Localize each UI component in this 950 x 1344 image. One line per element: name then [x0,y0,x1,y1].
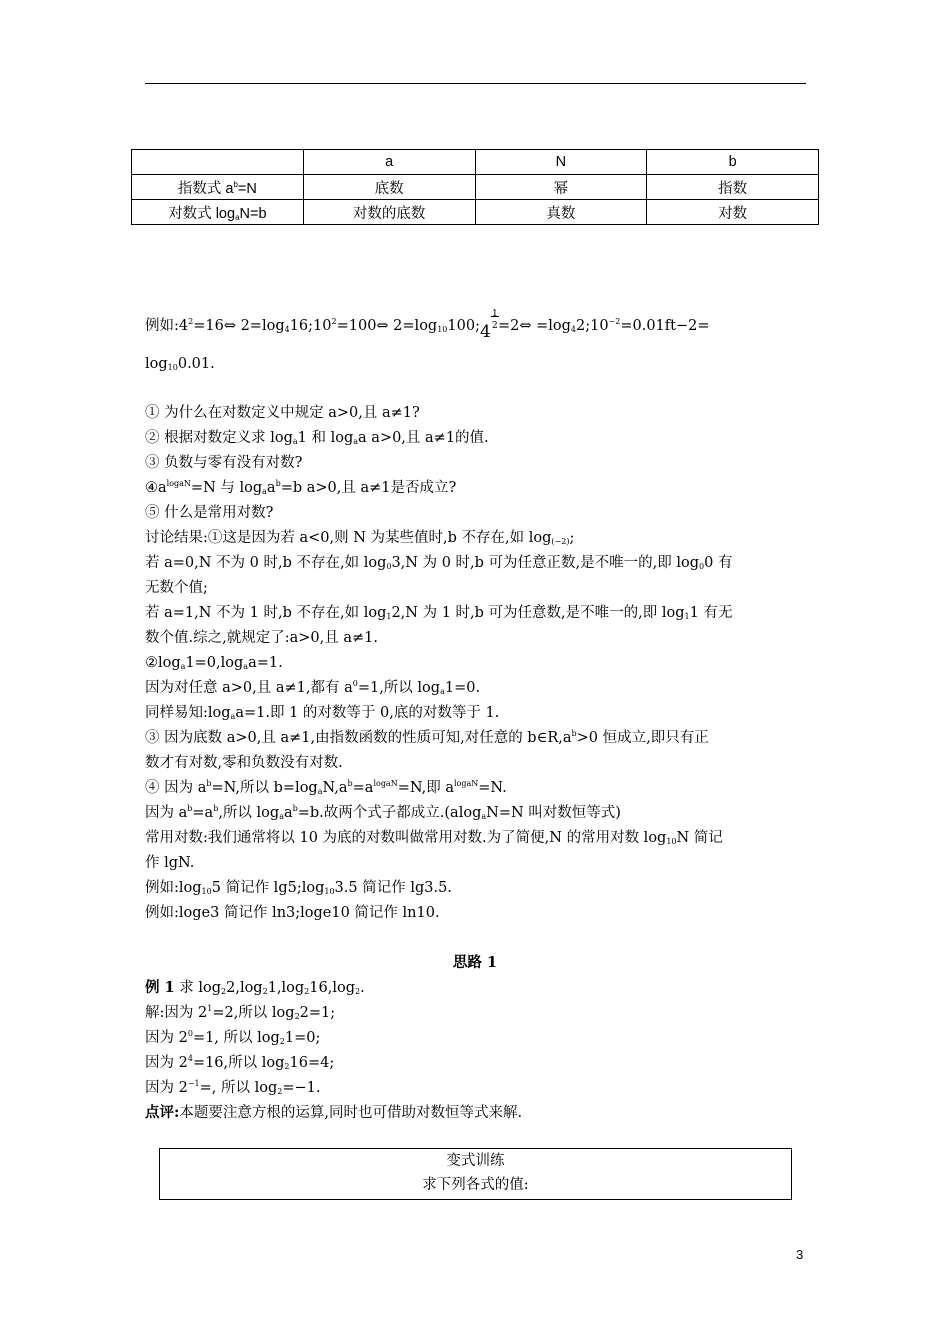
table-header-cell [132,150,304,175]
solution-line: 因为 $2^{-1}=$, 所以 $\log_2=-1$. [145,1079,321,1096]
table-cell: 底数 [303,175,475,200]
example-1-statement: 例 1 求 $\log_22,\log_21,\log_216,\log_2$. [145,979,365,996]
table-header-cell: a [303,150,475,175]
discussion-line: 无数个值; [145,580,208,596]
log-definition-table [131,149,819,225]
example-line-2: $\log_{10}0.01$. [145,356,215,372]
discussion-line: 例如$:\log_{10}5$ 简记作 $\lg 5;\log_{10}3.5$ 简记作 lg3.5. [145,880,452,896]
discussion-line: 若 a=1,N 不为 1 时,b 不存在,如 $\log_12,N$ 为 1 时,b 可为任意数,是不唯一的,即 $\log_11$ 有无 [145,605,733,621]
discussion-line: 数个值.综之,就规定了:a>0,且 a≠1. [145,630,378,646]
solution-line: 因为 $2^0=1$, 所以 $\log_21=0$; [145,1029,321,1046]
solution-line: 解:因为 $2^1=2$,所以 $\log_22=1$; [145,1004,336,1021]
table-row-label: 指数式 $a^b=N$ [132,175,304,200]
table-cell: 对数的底数 [303,200,475,225]
question-4: $④a^{logaN}=N$ 与 $\log_aa^b=b$ a>0,且 a≠1是否成立? [145,479,457,496]
question-3: ③ 负数与零有没有对数? [145,455,303,471]
question-1: ① 为什么在对数定义中规定 a>0,且 a≠1? [145,405,420,421]
table-header-cell: N [475,150,647,175]
question-5: ⑤ 什么是常用对数? [145,505,274,521]
table-row [132,200,819,225]
discussion-line: 因为 $a^b=a^b$,所以 $\log_aa^b=b$.故两个式子都成立.(alog$_a$N=N 叫对数恒等式) [145,804,621,821]
table-cell: 指数 [647,175,819,200]
box-text: 求下列各式的值: [422,1177,529,1193]
discussion-line: 同样易知$:\log_aa=1$.即 1 的对数等于 0,底的对数等于 1. [145,705,500,721]
question-2: ② 根据对数定义求 $\log_a1$ 和 $\log_aa$ a>0,且 a≠1的值. [145,430,489,446]
section-heading: 思路 1 [452,954,498,971]
discussion-line: 数才有对数,零和负数没有对数. [145,755,343,771]
page-number: 3 [796,1247,804,1262]
table-row [132,175,819,200]
discussion-line: 若 a=0,N 不为 0 时,b 不存在,如 $\log_03,N$ 为 0 时,b 可为任意正数,是不唯一的,即 $\log_00$ 有 [145,555,733,571]
table-header-cell: b [647,150,819,175]
variant-training-box [159,1148,792,1200]
box-title: 变式训练 [446,1153,505,1169]
table-cell: 对数 [647,200,819,225]
table-header-row [132,150,819,175]
discussion-line: ④ 因为 $a^b=N$,所以 $b=\log_aN,a^b=a^{logaN}=N$,即 $a^{logaN}=N$. [145,779,507,796]
example-line-1: 例如$:4^2=16\Leftrightarrow$ $2=\log_416;10^2=100\Leftrightarrow$ $2=\log_{10}100$; 4 1 2 =2⇔ $=\log_42;10^{-2}=0.01ft-2=$ [145,309,710,342]
discussion-line: ③ 因为底数 a>0,且 a≠1,由指数函数的性质可知,对任意的 $b\in R,a^b>0$ 恒成立,即只有正 [145,729,709,746]
solution-line: 因为 $2^4=16$,所以 $\log_216=4$; [145,1054,335,1071]
discussion-line: 作 lgN. [145,855,195,871]
table-row-label: 对数式 $\log_aN=b$ [132,200,304,225]
discussion-line: 常用对数:我们通常将以 10 为底的对数叫做常用对数.为了简便,N 的常用对数 $\log_{10}N$ 简记 [145,830,723,846]
table-cell: 真数 [475,200,647,225]
fraction-exponent: 4 1 2 [479,309,498,342]
discussion-line: 讨论结果:①这是因为若 a<0,则 N 为某些值时,b 不存在,如 $\log_{(-2)}$; [145,530,575,546]
header-rule [145,83,806,84]
discussion-line: 因为对任意 a>0,且 a≠1,都有 $a^0=1$,所以 $\log_a1=0$. [145,679,481,696]
discussion-line: $②\log_a1=0,\log_aa=1$. [145,655,283,671]
discussion-line: 例如:loge3 简记作 ln3;loge10 简记作 ln10. [145,905,440,921]
table-cell: 幂 [475,175,647,200]
comment-line: 点评:本题要注意方根的运算,同时也可借助对数恒等式来解. [145,1104,523,1121]
